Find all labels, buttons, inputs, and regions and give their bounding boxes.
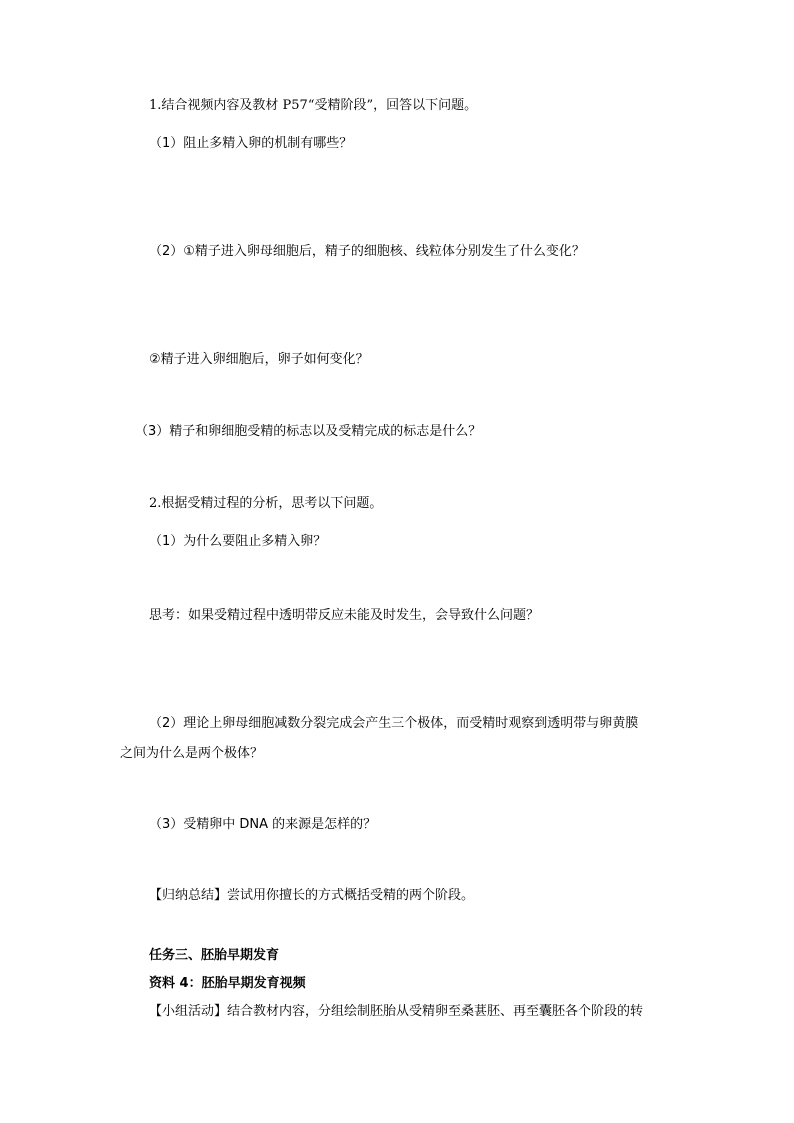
question-2-sub-1: （1）为什么要阻止多精入卵？ — [149, 534, 327, 549]
question-1-sub-2a: （2）①精子进入卵母细胞后，精子的细胞核、线粒体分别发生了什么变化？ — [149, 244, 585, 259]
question-1-sub-1: （1）阻止多精入卵的机制有哪些？ — [149, 136, 353, 151]
question-2-sub-2-line-1: （2）理论上卵母细胞减数分裂完成会产生三个极体，而受精时观察到透明带与卵黄膜 — [149, 716, 639, 731]
group-activity-text: 【小组活动】结合教材内容，分组绘制胚胎从受精卵至桑葚胚、再至囊胚各个阶段的转 — [149, 1004, 644, 1019]
question-1-sub-2b: ②精子进入卵细胞后，卵子如何变化？ — [149, 352, 369, 367]
question-1-sub-3: （3）精子和卵细胞受精的标志以及受精完成的标志是什么？ — [135, 424, 482, 439]
question-1-intro: 1.结合视频内容及教材 P57“受精阶段”，回答以下问题。 — [149, 98, 478, 113]
question-2-intro: 2.根据受精过程的分析，思考以下问题。 — [149, 496, 383, 511]
material-4-label: 资料 4：胚胎早期发育视频 — [149, 976, 306, 991]
question-2-sub-2-line-2: 之间为什么是两个极体？ — [120, 746, 264, 761]
question-2-think: 思考：如果受精过程中透明带反应未能及时发生，会导致什么问题？ — [149, 608, 540, 623]
question-2-sub-3: （3）受精卵中 DNA 的来源是怎样的？ — [149, 817, 377, 832]
task-3-title: 任务三、胚胎早期发育 — [149, 948, 280, 963]
summary-prompt: 【归纳总结】尝试用你擅长的方式概括受精的两个阶段。 — [149, 888, 475, 903]
